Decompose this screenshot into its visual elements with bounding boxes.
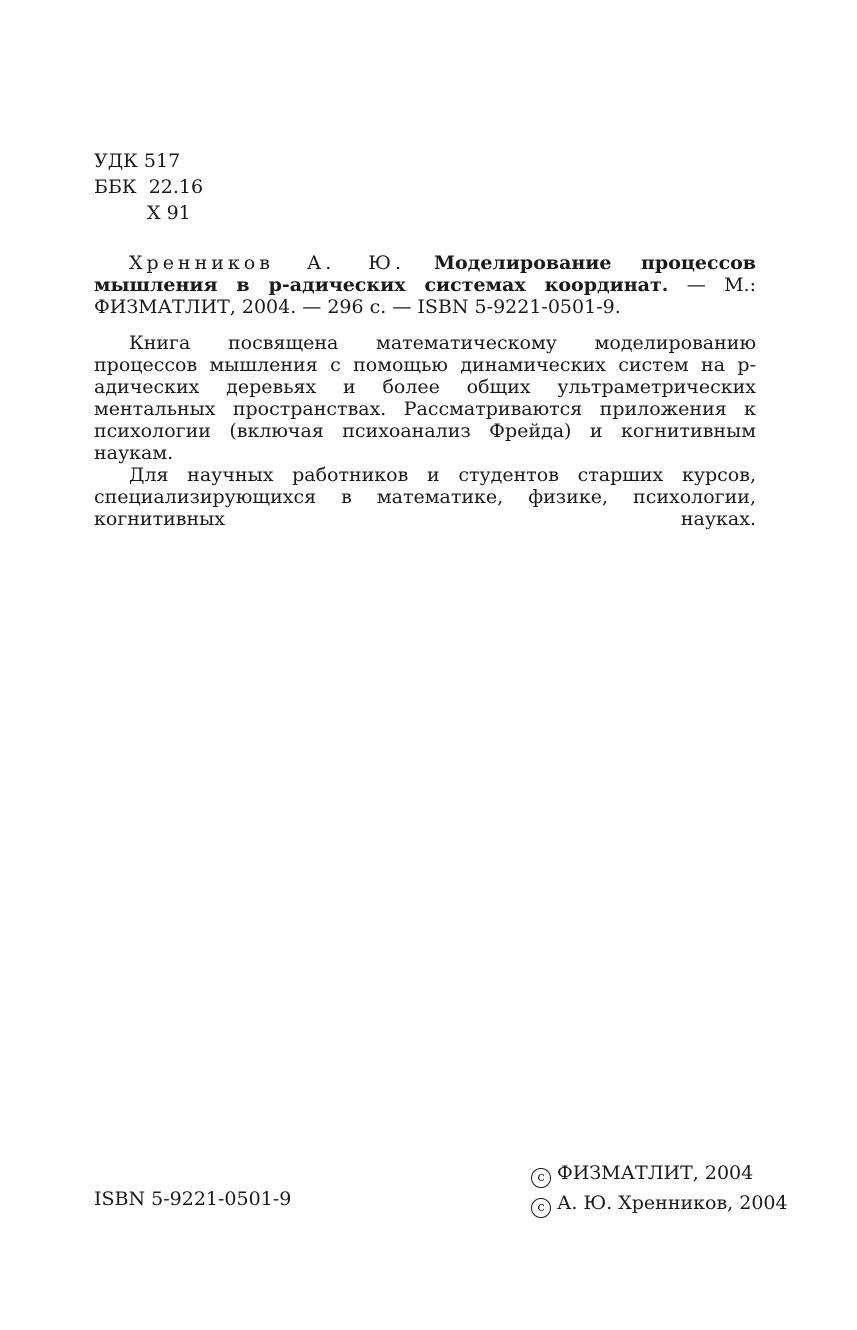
audience-paragraph: Для научных работников и студентов старших курсов, специализирующихся в математике, физике, психологии, когнитивных науках. bbox=[94, 464, 756, 530]
copyright-icon: c bbox=[531, 1198, 551, 1218]
bibliographic-description bbox=[94, 252, 756, 318]
copyright-author: А. Ю. Хренников, 2004 bbox=[557, 1192, 788, 1214]
author-mark: Х 91 bbox=[147, 202, 191, 224]
author-name: Хренников А. Ю. bbox=[129, 252, 405, 274]
abstract-paragraph: Книга посвящена математическому моделированию процессов мышления с помощью динамических систем на p-адических деревьях и более общих ультраметрических ментальных пространствах. Рассматриваются приложения к психологии (включая психоанализ Фрейда) и когнитивным наукам. bbox=[94, 332, 756, 464]
bbk-code: ББК 22.16 bbox=[94, 176, 204, 198]
copyright-icon: c bbox=[531, 1168, 551, 1188]
book-abstract bbox=[94, 332, 756, 530]
classification-codes bbox=[94, 148, 756, 226]
imprint-details: — М.: ФИЗМАТЛИТ, 2004. — 296 с. — ISBN 5-9221-0501-9. bbox=[94, 274, 756, 318]
udk-code: УДК 517 bbox=[94, 150, 181, 172]
title-verso-page bbox=[94, 148, 756, 530]
book-title: Моделирование процессов мышления в p-адических системах координат. bbox=[94, 252, 757, 296]
isbn-footer: ISBN 5-9221-0501-9 bbox=[94, 1188, 292, 1210]
copyright-publisher: ФИЗМАТЛИТ, 2004 bbox=[557, 1162, 754, 1184]
copyright-author-line bbox=[531, 1188, 788, 1218]
copyright-block bbox=[531, 1158, 788, 1218]
copyright-publisher-line bbox=[531, 1158, 788, 1188]
